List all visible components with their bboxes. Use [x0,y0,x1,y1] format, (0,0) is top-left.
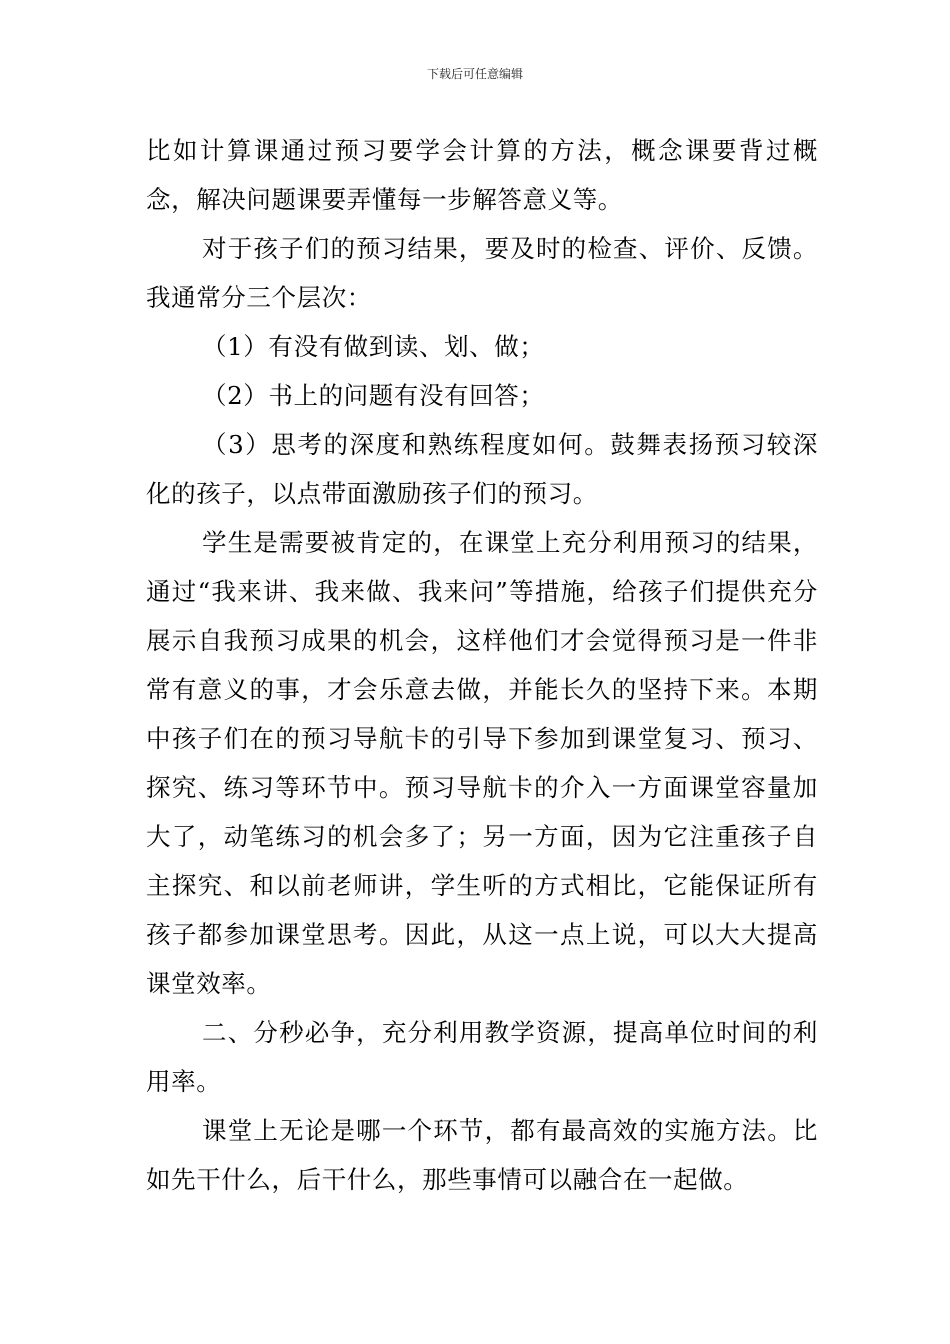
list-item: （2）书上的问题有没有回答； [202,381,545,410]
paragraph: 比如计算课通过预习要学会计算的方法，概念课要背过概念，解决问题课要弄懂每一步解答意义等。 [146,136,818,214]
paragraph: 对于孩子们的预习结果，要及时的检查、评价、反馈。我通常分三个层次： [146,234,818,312]
section-heading: 二、分秒必争，充分利用教学资源，提高单位时间的利用率。 [146,1018,818,1096]
page-header: 下载后可任意编辑 [426,67,523,81]
list-item: （3）思考的深度和熟练程度如何。鼓舞表扬预习较深化的孩子，以点带面激励孩子们的预习。 [146,430,818,508]
document-body [146,126,818,1204]
paragraph: 课堂上无论是哪一个环节，都有最高效的实施方法。比如先干什么，后干什么，那些事情可以融合在一起做。 [146,1116,818,1194]
list-item: （1）有没有做到读、划、做； [202,332,545,361]
paragraph: 学生是需要被肯定的，在课堂上充分利用预习的结果，通过“我来讲、我来做、我来问”等措施，给孩子们提供充分展示自我预习成果的机会，这样他们才会觉得预习是一件非常有意义的事，才会乐意去做，并能长久的坚持下来。本期中孩子们在的预习导航卡的引导下参加到课堂复习、预习、探究、练习等环节中。预习导航卡的介入一方面课堂容量加大了，动笔练习的机会多了；另一方面，因为它注重孩子自主探究、和以前老师讲，学生听的方式相比，它能保证所有孩子都参加课堂思考。因此，从这一点上说，可以大大提高课堂效率。 [146,528,818,998]
